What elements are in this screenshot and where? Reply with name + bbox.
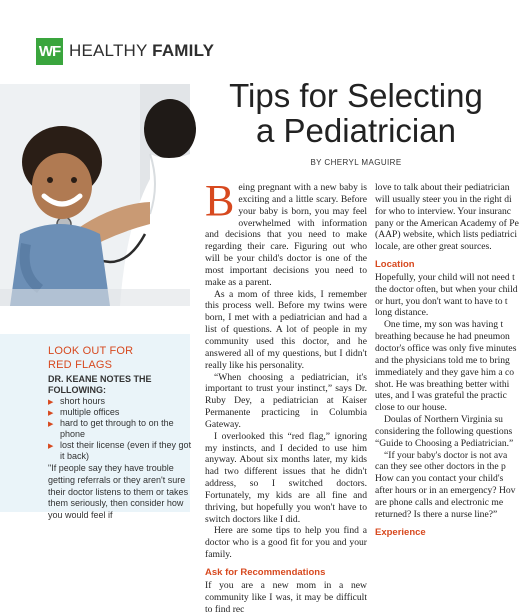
line: breathing because he had pneumon [375, 331, 510, 343]
paragraph: “When choosing a pediatrician, it's important to trust your instinct,” says Dr. Ruby Dey, a pediatrician at Kaiser Permanente practicing in Columbia Gateway. [205, 371, 367, 430]
sidebar-title-line2: RED FLAGS [48, 359, 113, 371]
paragraph: I overlooked this “red flag,” ignoring my instincts, and I decided to use him anyway. About six months later, my kids had two different issues that he didn't address, so I switched doctors. Fortunately, my kids are all fine and thriving, but hopefully you won't have to switch doctors like I did. [205, 430, 367, 525]
list-item: ▶ hard to get through to on the phone [48, 418, 193, 440]
subhead-location: Location [375, 259, 415, 271]
line: can they see other doctors in the p [375, 461, 506, 473]
line: the doctor often, but when your child [375, 283, 518, 295]
line: How can you contact your child's [375, 473, 504, 485]
line: doctor's office was only five minutes [375, 342, 517, 354]
line: for who to interview. Your insuranc [375, 205, 512, 217]
line: after hours or in an emergency? Hov [375, 485, 516, 497]
article-photo [0, 84, 190, 306]
line: (AAP) website, which lists pediatrici [375, 229, 518, 241]
line: close to our house. [375, 402, 447, 414]
line: and the physicians told me to bring [375, 354, 510, 366]
line: locale, are other great sources. [375, 241, 492, 253]
line: utes, and I was grateful the practic [375, 390, 507, 402]
subhead-recommendations: Ask for Recommendations [205, 567, 326, 578]
paragraph [205, 176, 367, 289]
line: “Guide to Choosing a Pediatrician.” [375, 437, 514, 449]
article-column-1 [205, 176, 367, 615]
line: shot. He was breathing better withi [375, 378, 510, 390]
sidebar-quote: "If people say they have trouble getting referrals or they aren't sure their doctor listens to them or takes them seriously, then consider how you would feel if [48, 463, 189, 521]
child-with-doctor-illustration [0, 84, 190, 306]
line: considering the following questions [375, 425, 513, 437]
article-title [200, 78, 512, 148]
wf-logo: WF [36, 38, 63, 65]
line: or hurt, you don't want to have to t [375, 295, 508, 307]
subhead-experience: Experience [375, 526, 426, 538]
sidebar-subtitle: DR. KEANE NOTES THE FOLLOWING: [48, 374, 152, 395]
list-item: ▶ short hours [48, 396, 193, 407]
line: will usually steer you in the right di [375, 193, 512, 205]
drop-cap: B [205, 176, 235, 225]
line: Hopefully, your child will not need t [375, 271, 515, 283]
line: One time, my son was having t [384, 319, 504, 331]
magazine-header [36, 36, 214, 66]
section-title-light: HEALTHY [69, 41, 153, 60]
paragraph: If you are a new mom in a new community like I was, it may be difficult to find rec [205, 579, 367, 615]
line: are phone calls and electronic me [375, 496, 504, 508]
section-title [69, 41, 214, 61]
paragraph: Here are some tips to help you find a doctor who is a good fit for you and your family. [205, 525, 367, 561]
line: Doulas of Northern Virginia su [384, 414, 503, 426]
sidebar-title-line1: LOOK OUT FOR [48, 345, 134, 357]
line: “If your baby's doctor is not ava [384, 449, 508, 461]
section-title-bold: FAMILY [152, 41, 215, 60]
line: pany or the American Academy of Pe [375, 217, 519, 229]
list-item: ▶ multiple offices [48, 407, 193, 418]
line: love to talk about their pediatrician [375, 182, 510, 193]
paragraph-text: eing pregnant with a new baby is exciting and a little scary. Before your baby is born, you may feel overwhelmed with information and decisions that you need to make regarding their care. Figuring out who will be your child's doctor is one of the most important decisions you need to make as a parent. [205, 182, 367, 288]
paragraph: As a mom of three kids, I remember this process well. Before my twins were born, I met with a pediatrician and had a list of questions. A lot of people in my community used this doctor, and he answered all of my questions, but I didn't really like his personality. [205, 288, 367, 371]
line: returned? Is there a nurse line?” [375, 508, 498, 520]
list-item: ▶ lost their license (even if they got it back) [48, 440, 193, 462]
title-line-1: Tips for Selecting [229, 77, 483, 114]
red-flags-list [48, 396, 193, 462]
article-column-2 [375, 182, 525, 539]
line: long distance. [375, 307, 429, 319]
byline: BY CHERYL MAGUIRE [310, 158, 402, 167]
title-line-2: a Pediatrician [256, 112, 456, 149]
line: immediately and they gave him a co [375, 366, 515, 378]
sidebar-title [48, 344, 133, 372]
